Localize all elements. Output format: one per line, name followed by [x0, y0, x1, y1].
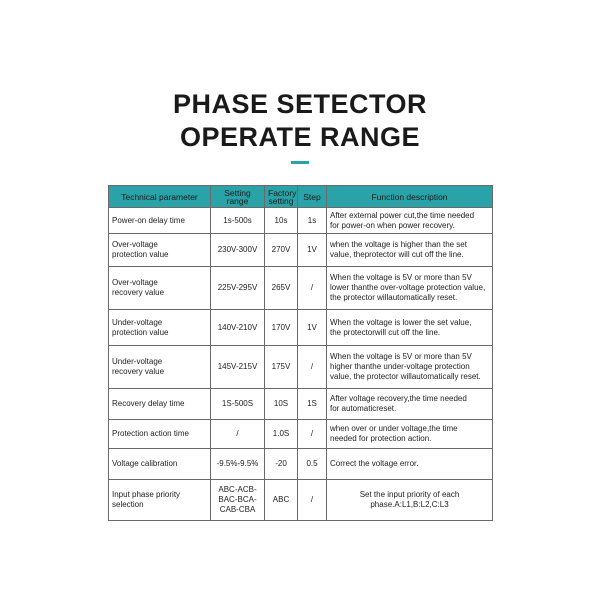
table-row — [109, 234, 493, 267]
desc-line: higher thanthe under-voltage protection — [330, 362, 470, 371]
cell-step: 1V — [298, 234, 327, 267]
cell-parameter — [109, 389, 211, 420]
desc-line: When the voltage is 5V or more than 5V — [330, 352, 472, 361]
cell-range — [211, 480, 265, 521]
param-text: Power-on delay time — [112, 215, 185, 225]
cell-range: 1s-500s — [211, 208, 265, 234]
desc-line: value, theprotector will cut off the line. — [330, 250, 464, 259]
cell-range: -9.5%-9.5% — [211, 449, 265, 480]
desc-line: value, the protector willautomatically reset. — [330, 372, 481, 381]
cell-parameter — [109, 234, 211, 267]
param-text: protection value — [112, 327, 169, 337]
param-text: recovery value — [112, 288, 165, 297]
cell-step: 1V — [298, 310, 327, 346]
cell-description — [327, 234, 493, 267]
cell-description — [327, 389, 493, 420]
cell-description — [327, 208, 493, 234]
cell-factory: 10S — [265, 389, 298, 420]
cell-parameter — [109, 310, 211, 346]
cell-step: 1S — [298, 389, 327, 420]
title-line-1: PHASE SETECTOR — [172, 89, 428, 119]
cell-parameter — [109, 449, 211, 480]
table-row — [109, 310, 493, 346]
cell-factory: 1.0S — [265, 420, 298, 449]
title-accent-bar — [291, 161, 309, 164]
cell-factory: 175V — [265, 346, 298, 389]
spec-table — [108, 185, 493, 521]
table-row — [109, 420, 493, 449]
desc-line: After voltage recovery,the time needed — [330, 394, 467, 403]
cell-parameter — [109, 480, 211, 521]
cell-factory: -20 — [265, 449, 298, 480]
desc-line: Correct the voltage error. — [330, 459, 419, 468]
cell-parameter — [109, 208, 211, 234]
page-title — [0, 88, 600, 154]
cell-range: / — [211, 420, 265, 449]
cell-range: 230V-300V — [211, 234, 265, 267]
desc-line: the protector willautomatically reset. — [330, 293, 458, 302]
title-line-2: OPERATE RANGE — [179, 122, 421, 152]
desc-line: for automaticreset. — [330, 404, 397, 413]
header-step: Step — [298, 186, 327, 208]
table-header-row — [109, 186, 493, 208]
cell-description — [327, 267, 493, 310]
table-row — [109, 346, 493, 389]
table-row — [109, 480, 493, 521]
desc-line: When the voltage is 5V or more than 5V — [330, 273, 472, 282]
cell-step: / — [298, 480, 327, 521]
table-row — [109, 267, 493, 310]
param-text: selection — [112, 500, 144, 509]
cell-description — [327, 310, 493, 346]
cell-step: / — [298, 420, 327, 449]
param-text: Over-voltage — [112, 278, 158, 287]
cell-description — [327, 449, 493, 480]
desc-line: When the voltage is lower the set value, — [330, 317, 472, 327]
cell-parameter — [109, 420, 211, 449]
cell-step: 1s — [298, 208, 327, 234]
param-text: Input phase priority — [112, 490, 181, 499]
range-line: BAC-BCA- — [218, 495, 257, 504]
range-line: CAB-CBA — [219, 505, 256, 514]
param-text: Under-voltage — [112, 317, 163, 327]
cell-range: 1S-500S — [211, 389, 265, 420]
desc-line: phase.A:L1,B:L2,C:L3 — [370, 500, 449, 509]
param-text: Voltage calibration — [112, 459, 178, 468]
header-factory-line-1: Factory — [268, 187, 297, 198]
param-text: recovery value — [112, 367, 165, 376]
cell-parameter — [109, 267, 211, 310]
header-range: Setting range — [211, 186, 265, 208]
cell-range: 145V-215V — [211, 346, 265, 389]
cell-factory: ABC — [265, 480, 298, 521]
desc-line: for power-on when power recovery. — [330, 220, 455, 230]
cell-range: 140V-210V — [211, 310, 265, 346]
desc-line: when the voltage is higher than the set — [330, 240, 467, 249]
param-text: Recovery delay time — [112, 399, 185, 408]
cell-factory: 170V — [265, 310, 298, 346]
desc-line: Set the input priority of each — [359, 490, 460, 499]
cell-factory: 10s — [265, 208, 298, 234]
param-text: Over-voltage — [112, 240, 158, 249]
table-row — [109, 208, 493, 234]
cell-step: / — [298, 267, 327, 310]
param-text: Under-voltage — [112, 357, 163, 366]
cell-step: / — [298, 346, 327, 389]
cell-range: 225V-295V — [211, 267, 265, 310]
header-factory-line-2: setting — [268, 195, 294, 206]
desc-line: After external power cut,the time needed — [330, 210, 475, 220]
table-row — [109, 389, 493, 420]
param-text: protection value — [112, 250, 169, 259]
cell-description — [327, 420, 493, 449]
cell-parameter — [109, 346, 211, 389]
cell-description — [327, 346, 493, 389]
cell-description — [327, 480, 493, 521]
param-text: Protection action time — [112, 429, 189, 438]
desc-line: the protectorwill cut off the line. — [330, 327, 441, 337]
cell-factory: 270V — [265, 234, 298, 267]
header-factory — [265, 186, 298, 208]
desc-line: when over or under voltage,the time — [330, 424, 458, 433]
desc-line: needed for protection action. — [330, 434, 432, 443]
cell-step: 0.5 — [298, 449, 327, 480]
desc-line: lower thanthe over-voltage protection value, — [330, 283, 486, 292]
table-row — [109, 449, 493, 480]
header-parameter: Technical parameter — [109, 186, 211, 208]
header-function: Function description — [327, 186, 493, 208]
range-line: ABC-ACB- — [218, 485, 257, 494]
cell-factory: 265V — [265, 267, 298, 310]
